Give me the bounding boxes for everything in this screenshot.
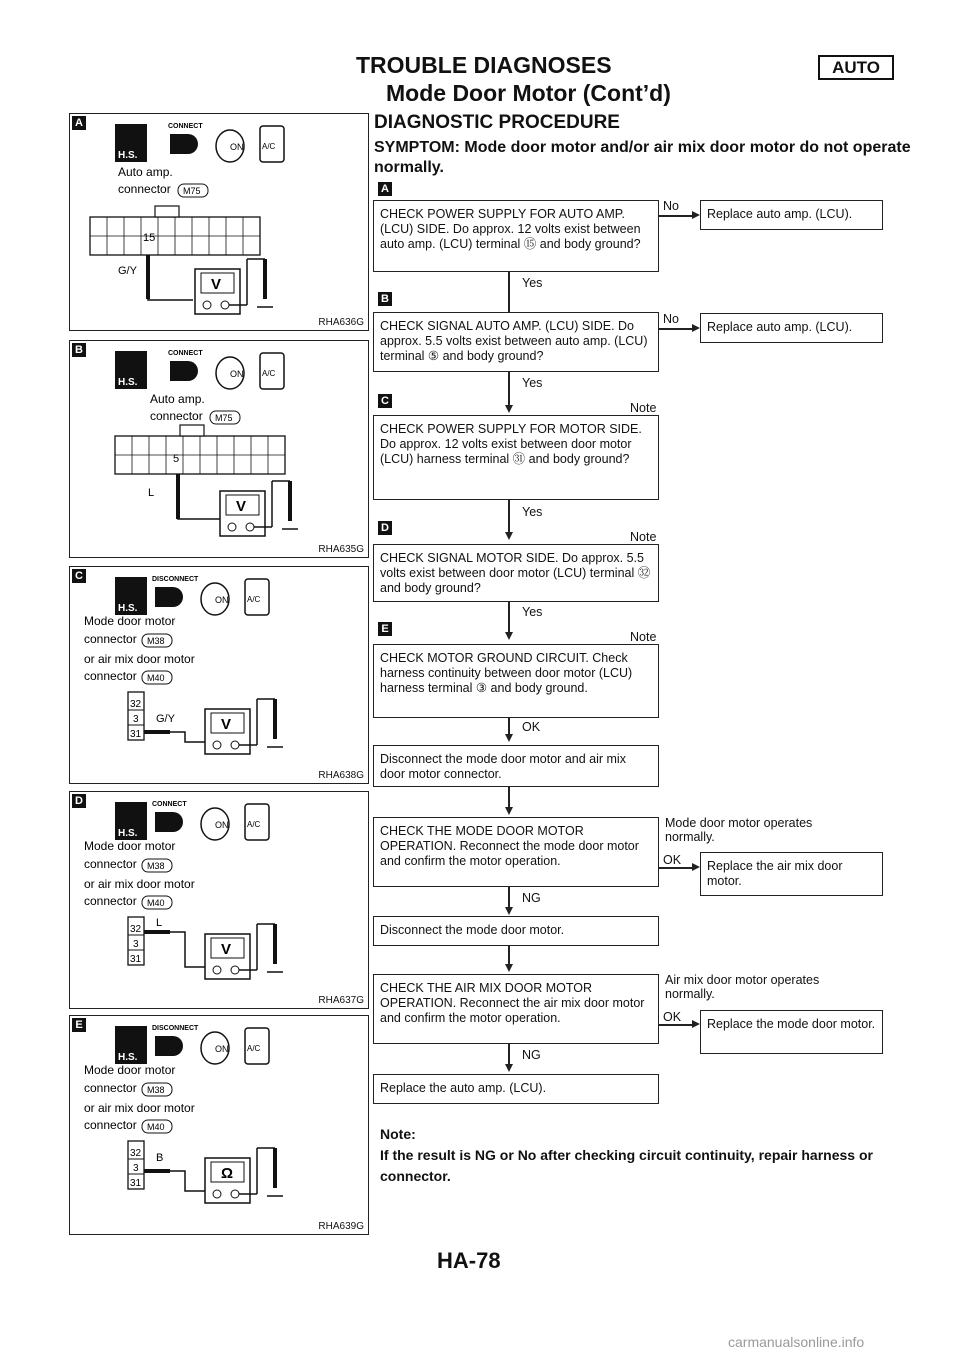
connector-plug-icon [155, 812, 183, 832]
panel-marker: E [72, 1018, 86, 1032]
step-9-side-text: Air mix door motor operates normally. [665, 973, 820, 1001]
page-header-title: TROUBLE DIAGNOSES [356, 52, 612, 78]
panel-line-1: Mode door motor [84, 1063, 176, 1077]
footnote [380, 1124, 900, 1187]
panel-line-2: connector [118, 182, 171, 196]
diagram-panel-c [69, 566, 369, 784]
step-3-yes-label: Yes [522, 505, 543, 519]
connect-label: CONNECT [168, 123, 203, 130]
page-subtitle: Mode Door Motor (Cont’d) [386, 80, 671, 106]
step-7-box: CHECK THE MODE DOOR MOTOR OPERATION. Reconnect the mode door motor and confirm the motor operation. [373, 817, 659, 887]
figure-code: RHA635G [318, 544, 364, 555]
panel-line-2: connector [84, 632, 137, 646]
pin-3: 3 [133, 1163, 139, 1174]
flow-marker-d: D [378, 521, 392, 535]
watermark: carmanualsonline.info [728, 1334, 865, 1350]
step-6-box: Disconnect the mode door motor and air mix door motor connector. [373, 745, 659, 787]
panel-line-1: Auto amp. [150, 392, 205, 406]
flow-marker-a: A [378, 182, 392, 196]
step-3-box: CHECK POWER SUPPLY FOR MOTOR SIDE. Do approx. 12 volts exist between door motor (LCU) harness terminal ㉛ and body ground? [373, 415, 659, 500]
hs-label: H.S. [118, 1052, 138, 1063]
step-1-box: CHECK POWER SUPPLY FOR AUTO AMP. (LCU) SIDE. Do approx. 12 volts exist between auto amp. (LCU) terminal ⑮ and body ground? [373, 200, 659, 272]
voltmeter-icon [205, 1148, 283, 1203]
connect-label: DISCONNECT [152, 576, 199, 583]
panel-line-1: Auto amp. [118, 165, 173, 179]
footnote-title: Note: [380, 1126, 416, 1142]
step-9-ok-box: Replace the mode door motor. [700, 1010, 883, 1054]
step-1-yes-label: Yes [522, 276, 543, 290]
pin-3: 3 [133, 714, 139, 725]
switch-icons [115, 1025, 269, 1064]
step-2-box: CHECK SIGNAL AUTO AMP. (LCU) SIDE. Do approx. 5.5 volts exist between auto amp. (LCU) terminal ⑤ and body ground? [373, 312, 659, 372]
step-5-box: CHECK MOTOR GROUND CIRCUIT. Check harness continuity between door motor (LCU) harness terminal ③ and body ground. [373, 644, 659, 718]
step-10-box: Replace the auto amp. (LCU). [373, 1074, 659, 1104]
pin-label: 5 [173, 453, 180, 465]
on-label: ON [215, 1044, 229, 1054]
connect-label: DISCONNECT [152, 1025, 199, 1032]
step-7-ok-box: Replace the air mix door motor. [700, 852, 883, 896]
note-label-c: Note [630, 630, 657, 644]
section-badge: AUTO [818, 55, 894, 80]
pin-32: 32 [130, 1148, 142, 1159]
ac-label: A/C [247, 595, 261, 604]
wire-label: G/Y [156, 713, 175, 725]
voltmeter-icon [205, 924, 283, 979]
meter-label: Ω [221, 1165, 234, 1182]
diagram-panel-a [69, 113, 369, 331]
switch-icons [115, 801, 269, 840]
panel-line-1: Mode door motor [84, 614, 176, 628]
ac-label: A/C [262, 369, 276, 378]
step-7-side-text: Mode door motor operates normally. [665, 816, 813, 844]
panel-line-3: or air mix door motor [84, 877, 195, 891]
panel-line-3: or air mix door motor [84, 652, 195, 666]
on-label: ON [230, 369, 244, 379]
ac-label: A/C [262, 142, 276, 151]
connector-plug-icon [170, 134, 198, 154]
panel-line-3: or air mix door motor [84, 1101, 195, 1115]
panel-marker: B [72, 343, 86, 357]
step-9-ok-label: OK [663, 1010, 682, 1024]
connector-id: M38 [147, 636, 165, 646]
connector-grid-icon [90, 206, 260, 255]
connector-id-2: M40 [147, 898, 165, 908]
panel-line-4: connector [84, 669, 137, 683]
panel-line-4: connector [84, 1118, 137, 1132]
connector-plug-icon [155, 1036, 183, 1056]
wire-label: L [148, 487, 155, 499]
hs-label: H.S. [118, 603, 138, 614]
panel-line-1: Mode door motor [84, 839, 176, 853]
figure-code: RHA639G [318, 1221, 364, 1232]
note-label-a: Note [630, 401, 657, 415]
connector-grid-icon [115, 425, 285, 474]
wire-label: L [156, 917, 163, 929]
figure-code: RHA638G [318, 770, 364, 781]
connector-id-2: M40 [147, 673, 165, 683]
voltmeter-icon [195, 259, 273, 314]
meter-label: V [221, 941, 232, 958]
step-2-no-label: No [663, 312, 679, 326]
panel-marker: D [72, 794, 86, 808]
step-7-ng-label: NG [522, 891, 541, 905]
step-1-no-label: No [663, 199, 679, 213]
step-4-box: CHECK SIGNAL MOTOR SIDE. Do approx. 5.5 volts exist between door motor (LCU) terminal ㉜ and body ground? [373, 544, 659, 602]
panel-line-2: connector [150, 409, 203, 423]
step-8-box: Disconnect the mode door motor. [373, 916, 659, 946]
figure-code: RHA637G [318, 995, 364, 1006]
flow-marker-b: B [378, 292, 392, 306]
step-2-no-box: Replace auto amp. (LCU). [700, 313, 883, 343]
symptom-text: SYMPTOM: Mode door motor and/or air mix door motor do not operate normally. [374, 139, 911, 176]
connect-label: CONNECT [168, 350, 203, 357]
connector-plug-icon [170, 361, 198, 381]
panel-marker: A [72, 116, 86, 130]
connector-plug-icon [155, 587, 183, 607]
switch-icons [115, 350, 284, 389]
pin-31: 31 [130, 954, 142, 965]
connector-id: M38 [147, 861, 165, 871]
on-label: ON [230, 142, 244, 152]
pin-3: 3 [133, 939, 139, 950]
flow-marker-e: E [378, 622, 392, 636]
page-number: HA-78 [437, 1248, 501, 1273]
step-9-box: CHECK THE AIR MIX DOOR MOTOR OPERATION. Reconnect the air mix door motor and confirm the motor operation. [373, 974, 659, 1044]
section-title: DIAGNOSTIC PROCEDURE [374, 112, 620, 133]
panel-line-4: connector [84, 894, 137, 908]
connector-id: M75 [183, 186, 201, 196]
step-7-ok-label: OK [663, 853, 682, 867]
footnote-body: If the result is NG or No after checking circuit continuity, repair harness or connector. [380, 1147, 873, 1184]
switch-icons [115, 576, 269, 615]
pin-31: 31 [130, 729, 142, 740]
step-2-yes-label: Yes [522, 376, 543, 390]
wire-label: B [156, 1152, 164, 1164]
pin-32: 32 [130, 699, 142, 710]
pin-32: 32 [130, 924, 142, 935]
on-label: ON [215, 595, 229, 605]
diagram-panel-b [69, 340, 369, 558]
flow-marker-c: C [378, 394, 392, 408]
diagram-panel-d [69, 791, 369, 1009]
diagram-panel-e [69, 1015, 369, 1235]
on-label: ON [215, 820, 229, 830]
ac-label: A/C [247, 1044, 261, 1053]
connector-id-2: M40 [147, 1122, 165, 1132]
pin-31: 31 [130, 1178, 142, 1189]
hs-label: H.S. [118, 828, 138, 839]
step-9-ng-label: NG [522, 1048, 541, 1062]
ac-label: A/C [247, 820, 261, 829]
connector-id: M75 [215, 413, 233, 423]
hs-label: H.S. [118, 377, 138, 388]
pin-label: 15 [143, 232, 156, 244]
connector-id: M38 [147, 1085, 165, 1095]
panel-line-2: connector [84, 857, 137, 871]
connect-label: CONNECT [152, 801, 187, 808]
voltmeter-icon [220, 481, 298, 536]
step-5-ok-label: OK [522, 720, 541, 734]
step-1-no-box: Replace auto amp. (LCU). [700, 200, 883, 230]
figure-code: RHA636G [318, 317, 364, 328]
note-label-b: Note [630, 530, 657, 544]
switch-icons [115, 123, 284, 162]
step-4-yes-label: Yes [522, 605, 543, 619]
meter-label: V [236, 498, 247, 515]
meter-label: V [211, 276, 222, 293]
hs-label: H.S. [118, 150, 138, 161]
wire-label: G/Y [118, 265, 137, 277]
panel-line-2: connector [84, 1081, 137, 1095]
meter-label: V [221, 716, 232, 733]
voltmeter-icon [205, 699, 283, 754]
panel-marker: C [72, 569, 86, 583]
